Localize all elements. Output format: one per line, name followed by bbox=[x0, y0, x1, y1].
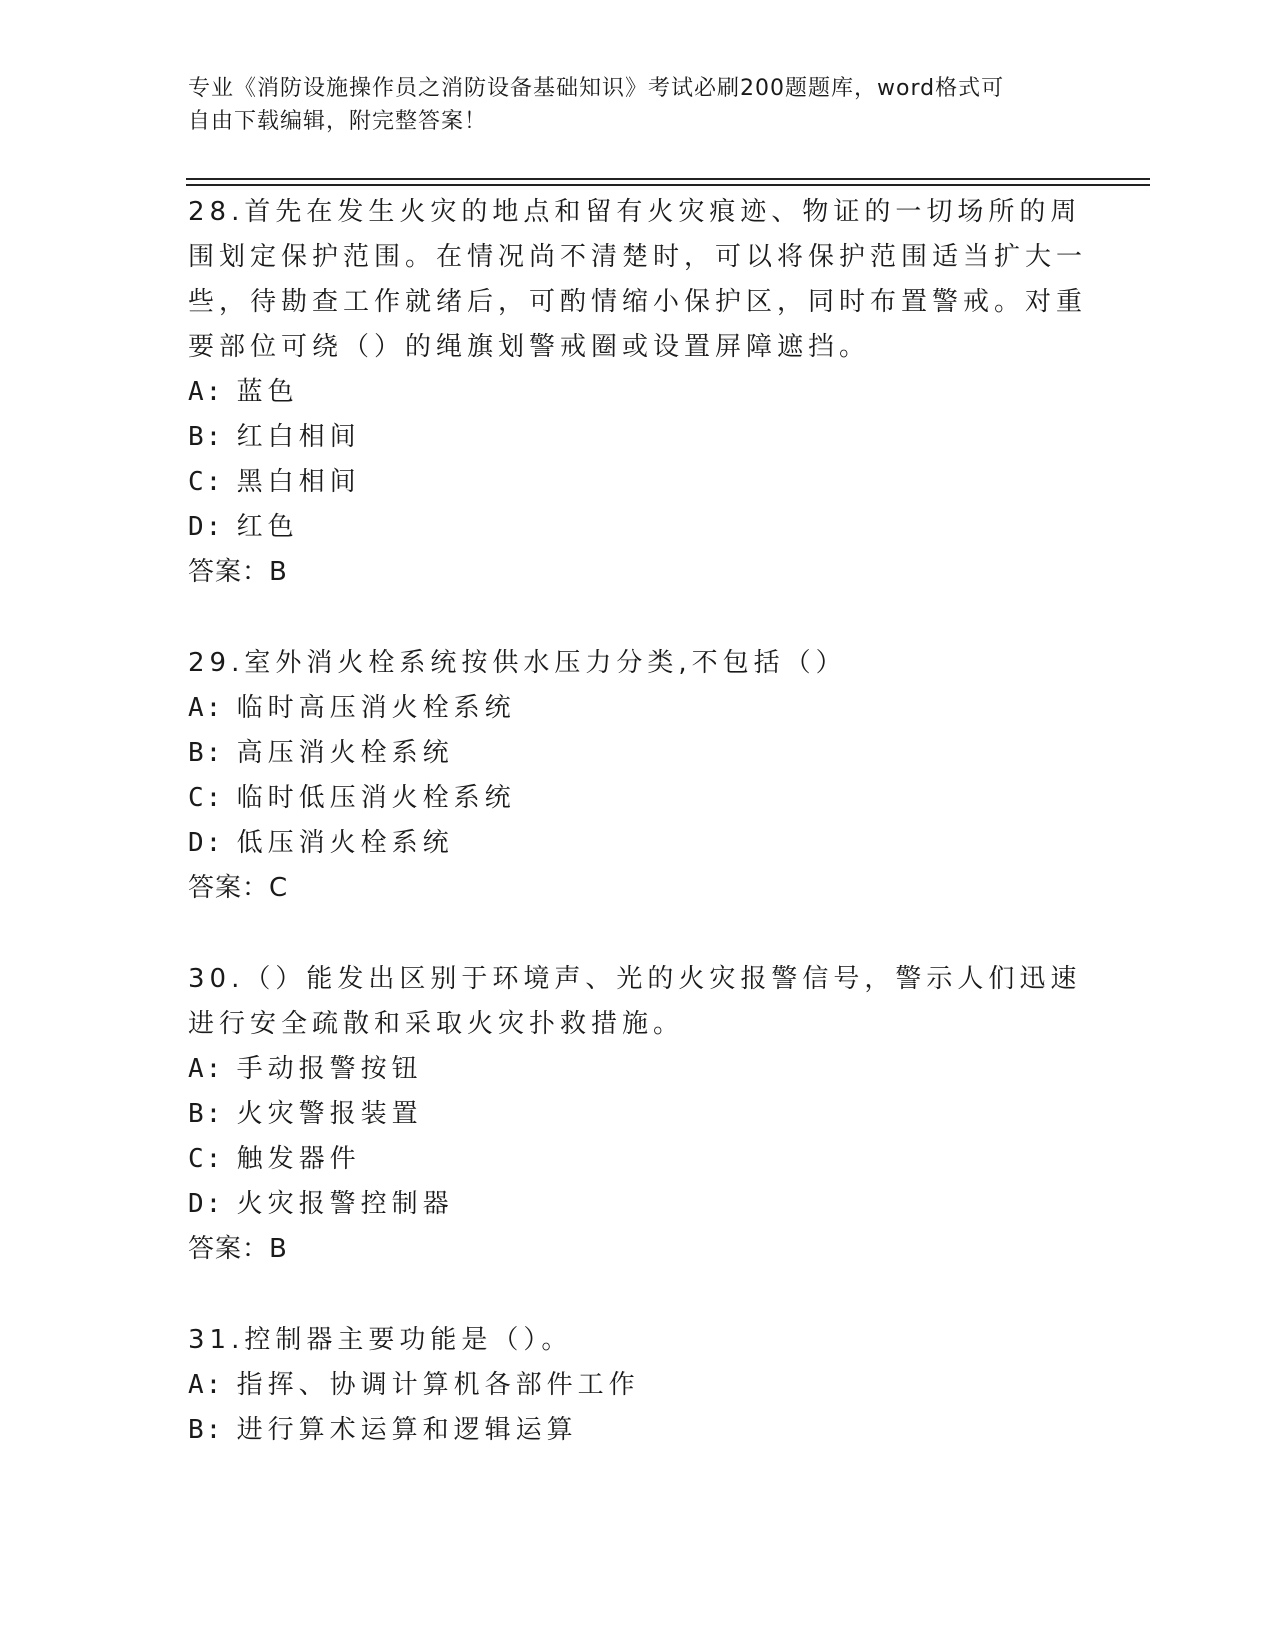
question-28 bbox=[188, 190, 1088, 595]
option-text: 高压消火栓系统 bbox=[236, 738, 454, 768]
answer-line: 答案：B bbox=[188, 1234, 288, 1264]
option-d bbox=[188, 821, 1088, 866]
question-29 bbox=[188, 641, 1088, 911]
option-letter: B: bbox=[188, 738, 224, 768]
option-letter: A: bbox=[188, 377, 224, 407]
option-text: 触发器件 bbox=[236, 1144, 361, 1174]
option-text: 火灾警报装置 bbox=[236, 1099, 423, 1129]
option-a bbox=[188, 1047, 1088, 1092]
question-text: 28.首先在发生火灾的地点和留有火灾痕迹、物证的一切场所的周围划定保护范围。在情况尚不清楚时，可以将保护范围适当扩大一些，待勘查工作就绪后，可酌情缩小保护区，同时布置警戒。对重要部位可绕（）的绳旗划警戒圈或设置屏障遮挡。 bbox=[188, 197, 1088, 362]
option-text: 火灾报警控制器 bbox=[236, 1189, 454, 1219]
option-letter: B: bbox=[188, 1099, 224, 1129]
question-text: 31.控制器主要功能是（）。 bbox=[188, 1325, 573, 1355]
question-text: 29.室外消火栓系统按供水压力分类,不包括（） bbox=[188, 648, 847, 678]
option-letter: D: bbox=[188, 828, 224, 858]
option-letter: C: bbox=[188, 467, 224, 497]
option-text: 红色 bbox=[236, 512, 299, 542]
option-c bbox=[188, 1137, 1088, 1182]
header-line-2: 自由下载编辑，附完整答案！ bbox=[188, 109, 488, 134]
option-letter: B: bbox=[188, 1415, 224, 1445]
option-text: 黑白相间 bbox=[236, 467, 361, 497]
option-letter: D: bbox=[188, 1189, 224, 1219]
option-a bbox=[188, 1363, 1088, 1408]
option-c bbox=[188, 776, 1088, 821]
option-letter: D: bbox=[188, 512, 224, 542]
option-b bbox=[188, 731, 1088, 776]
option-text: 指挥、协调计算机各部件工作 bbox=[236, 1370, 640, 1400]
header-divider-bottom bbox=[186, 184, 1150, 186]
question-31 bbox=[188, 1318, 1088, 1453]
question-list bbox=[188, 190, 1088, 1499]
question-30 bbox=[188, 957, 1088, 1272]
option-letter: A: bbox=[188, 1370, 224, 1400]
option-text: 临时低压消火栓系统 bbox=[236, 783, 516, 813]
option-c bbox=[188, 460, 1088, 505]
option-d bbox=[188, 1182, 1088, 1227]
header-line-1: 专业《消防设施操作员之消防设备基础知识》考试必刷200题题库，word格式可 bbox=[188, 76, 1005, 101]
header-divider-top bbox=[186, 178, 1150, 180]
option-b bbox=[188, 1092, 1088, 1137]
option-letter: A: bbox=[188, 1054, 224, 1084]
option-letter: A: bbox=[188, 693, 224, 723]
option-text: 进行算术运算和逻辑运算 bbox=[236, 1415, 578, 1445]
option-text: 红白相间 bbox=[236, 422, 361, 452]
option-b bbox=[188, 415, 1088, 460]
option-a bbox=[188, 370, 1088, 415]
option-letter: B: bbox=[188, 422, 224, 452]
option-b bbox=[188, 1408, 1088, 1453]
option-text: 临时高压消火栓系统 bbox=[236, 693, 516, 723]
answer-line: 答案：C bbox=[188, 873, 289, 903]
option-d bbox=[188, 505, 1088, 550]
option-text: 手动报警按钮 bbox=[236, 1054, 423, 1084]
answer-line: 答案：B bbox=[188, 557, 288, 587]
document-header bbox=[188, 72, 1088, 138]
option-letter: C: bbox=[188, 783, 224, 813]
question-text: 30.（）能发出区别于环境声、光的火灾报警信号，警示人们迅速进行安全疏散和采取火灾扑救措施。 bbox=[188, 964, 1082, 1039]
option-a bbox=[188, 686, 1088, 731]
option-letter: C: bbox=[188, 1144, 224, 1174]
option-text: 低压消火栓系统 bbox=[236, 828, 454, 858]
option-text: 蓝色 bbox=[236, 377, 299, 407]
